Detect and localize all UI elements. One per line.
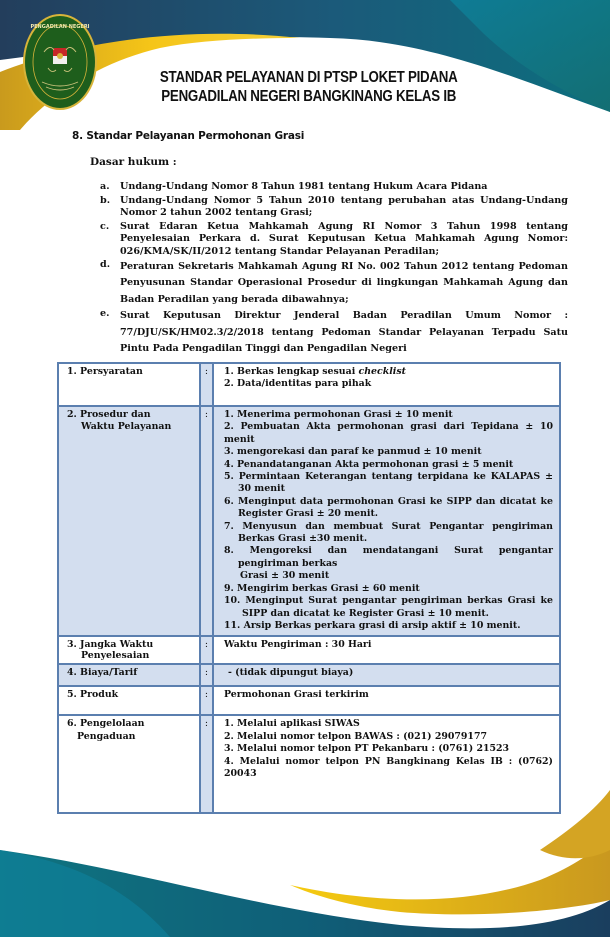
row-value [213,686,560,715]
law-text: Surat Keputusan Direktur Jenderal Badan Peradilan Umum Nomor : 77/DJU/SK/HM02.3/2/2018 tentang Pedoman Standar Pelayanan Terpadu Satu Pintu Pada Pengadilan Tinggi dan Pengadilan Negeri [120,310,568,355]
colon-separator: : [200,363,213,406]
list-item: 4. Melalui nomor telpon PN Bangkinang Kelas IB : (0762) 20043 [224,755,553,779]
law-letter: a. [100,181,110,192]
law-item [100,181,568,194]
law-item [100,259,568,309]
list-item: 3. mengorekasi dan paraf ke panmud ± 10 menit [224,446,482,458]
title-line-1: STANDAR PELAYANAN DI PTSP LOKET PIDANA [159,69,458,86]
list-item: 11. Arsip Berkas perkara grasi di arsip aktif ± 10 menit. [224,619,521,631]
svg-text:PENGADILAN NEGERI: PENGADILAN NEGERI [30,24,90,30]
list-item: Waktu Pengiriman : 30 Hari [224,639,372,651]
section-heading: 8. Standar Pelayanan Permohonan Grasi [72,130,305,142]
list-item: - (tidak dipungut biaya) [228,667,354,679]
list-item: 8. Mengoreksi dan mendatangani Surat pengantar pengiriman berkas [224,545,553,569]
law-text: Undang-Undang Nomor 5 Tahun 2010 tentang perubahan atas Undang-Undang Nomor 2 tahun 2002 tentang Grasi; [120,194,568,219]
service-standard-table [57,362,561,814]
list-item: 3. Melalui nomor telpon PT Pekanbaru : (0761) 21523 [224,743,510,755]
list-item: Permohonan Grasi terkirim [224,689,369,701]
table-row-pengaduan [58,715,560,813]
table-row-prosedur [58,406,560,636]
row-label: 1. Persyaratan [58,363,200,406]
law-text: Undang-Undang Nomor 8 Tahun 1981 tentang Hukum Acara Pidana [120,181,488,192]
row-label: 6. Pengelolaan Pengaduan [58,715,200,813]
row-value [213,715,560,813]
list-item: 6. Menginput data permohonan Grasi ke SIPP dan dicatat ke Register Grasi ± 20 menit. [224,495,553,520]
list-item: 1. Berkas lengkap sesuai checklist [224,366,406,377]
table-row-produk [58,686,560,715]
list-item: 2. Data/identitas para pihak [224,378,372,390]
legal-basis-list [100,181,568,359]
dasar-hukum-label: Dasar hukum : [90,156,177,168]
law-letter: e. [100,308,110,320]
law-text: Surat Edaran Ketua Mahkamah Agung RI Nomor 3 Tahun 1998 tentang Penyelesaian Perkara d. Surat Keputusan Ketua Mahkamah Agung Nomor: 026/KMA/SK/II/2012 tentang Standar Pelayanan Peradilan; [120,220,568,257]
list-item: 2. Melalui nomor telpon BAWAS : (021) 29079177 [224,730,488,742]
law-text: Peraturan Sekretaris Mahkamah Agung RI No. 002 Tahun 2012 tentang Pedoman Penyusunan Standar Operasional Prosedur di lingkungan Mahkamah Agung dan Badan Peradilan yang berada dibawahnya; [120,260,568,305]
law-item [100,221,568,259]
list-item: 1. Menerima permohonan Grasi ± 10 menit [224,409,453,420]
checklist-italic: checklist [358,366,406,377]
list-item: 7. Menyusun dan membuat Surat Pengantar pengiriman Berkas Grasi ±30 menit. [224,520,553,545]
row-label: 4. Biaya/Tarif [58,664,200,686]
title-line-2: PENGADILAN NEGERI BANGKINANG KELAS IB [161,88,457,105]
list-item: Grasi ± 30 menit [240,570,330,582]
law-letter: b. [100,194,111,206]
row-value [213,664,560,686]
page-title [43,68,568,106]
law-letter: d. [100,258,111,270]
table-row-jangka-waktu [58,636,560,664]
row-label: 3. Jangka Waktu Penyelesaian [58,636,200,664]
colon-separator: : [200,636,213,664]
table-row-persyaratan [58,363,560,406]
law-letter: c. [100,220,110,232]
list-item: 1. Melalui aplikasi SIWAS [224,718,360,730]
list-item: 9. Mengirim berkas Grasi ± 60 menit [224,582,420,594]
row-value [213,636,560,664]
list-item: 10. Menginput Surat pengantar pengiriman berkas Grasi ke SIPP dan dicatat ke Register Grasi ± 10 menit. [224,595,553,619]
list-item: 2. Pembuatan Akta permohonan grasi dari Tepidana ± 10 menit [224,421,553,445]
colon-separator: : [200,406,213,636]
table-row-biaya [58,664,560,686]
row-value [213,406,560,636]
colon-separator: : [200,664,213,686]
list-item: 4. Penandatanganan Akta permohonan grasi ± 5 menit [224,458,514,470]
colon-separator: : [200,686,213,715]
row-label: 2. Prosedur dan Waktu Pelayanan [58,406,200,636]
law-item [100,308,568,358]
row-label: 5. Produk [58,686,200,715]
list-item: 5. Permintaan Keterangan tentang terpidana ke KALAPAS ± 30 menit [224,471,553,495]
row-value [213,363,560,406]
colon-separator: : [200,715,213,813]
law-item [100,195,568,220]
